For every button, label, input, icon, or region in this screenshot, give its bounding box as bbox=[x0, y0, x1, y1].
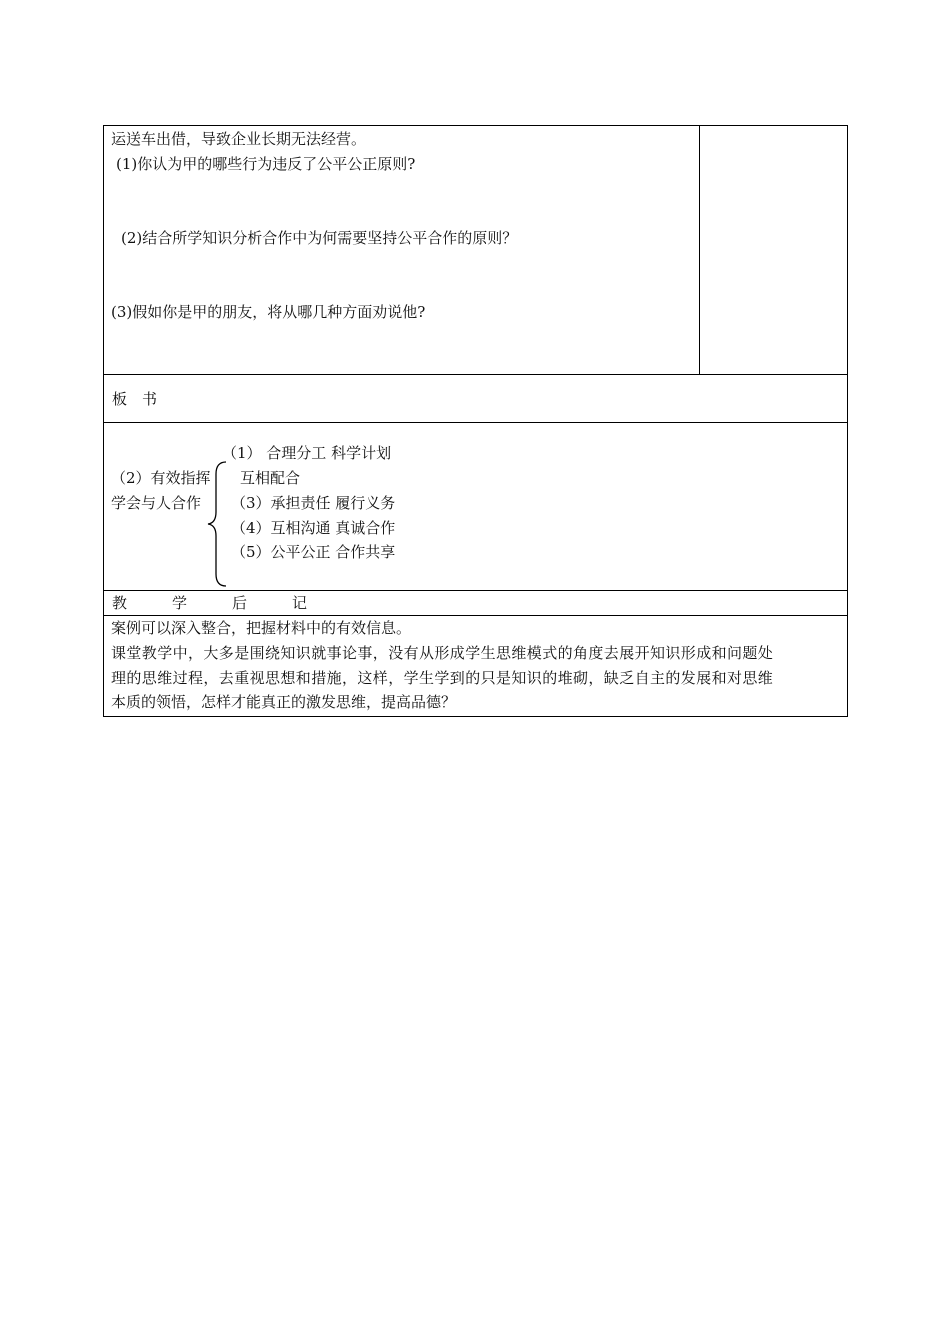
case-continuation-text: 运送车出借，导致企业长期无法经营。 bbox=[111, 130, 367, 148]
reflection-line-1: 案例可以深入整合，把握材料中的有效信息。 bbox=[111, 619, 412, 637]
board-item-3: （3）承担责任 履行义务 bbox=[231, 494, 396, 512]
table-top-border bbox=[103, 125, 848, 126]
reflection-line-2: 课堂教学中，大多是围绕知识就事论事，没有从形成学生思维模式的角度去展开知识形成和问题处 bbox=[111, 644, 774, 662]
question-3: (3)假如你是甲的朋友，将从哪几种方面劝说他? bbox=[111, 303, 426, 321]
table-bottom-border bbox=[103, 716, 848, 717]
question-2: (2)结合所学知识分析合作中为何需要坚持公平合作的原则？ bbox=[121, 229, 518, 247]
board-item-2b: 互相配合 bbox=[240, 469, 301, 487]
table-left-border bbox=[103, 125, 104, 717]
table-right-border bbox=[847, 125, 848, 717]
board-item-1: （1） 合理分工 科学计划 bbox=[222, 444, 392, 462]
reflection-header: 教 学 后 记 bbox=[112, 594, 308, 612]
board-header: 板 书 bbox=[112, 390, 158, 408]
board-item-2a: （2）有效指挥 bbox=[111, 469, 211, 487]
question-1: (1)你认为甲的哪些行为违反了公平公正原则? bbox=[116, 155, 416, 173]
board-item-5: （5）公平公正 合作共享 bbox=[231, 543, 396, 561]
reflection-line-4: 本质的领悟，怎样才能真正的激发思维，提高品德？ bbox=[111, 693, 457, 711]
board-title: 学会与人合作 bbox=[111, 494, 202, 512]
case-column-divider bbox=[699, 125, 700, 374]
board-item-4: （4）互相沟通 真诚合作 bbox=[231, 519, 396, 537]
curly-brace-icon bbox=[206, 460, 230, 588]
row-divider-board bbox=[103, 422, 848, 423]
reflection-line-3: 理的思维过程，去重视思想和措施，这样，学生学到的只是知识的堆砌，缺乏自主的发展和对思维 bbox=[111, 669, 774, 687]
row-divider-reflection bbox=[103, 615, 848, 616]
row-divider-reflection-header bbox=[103, 590, 848, 591]
row-divider-board-header bbox=[103, 374, 848, 375]
